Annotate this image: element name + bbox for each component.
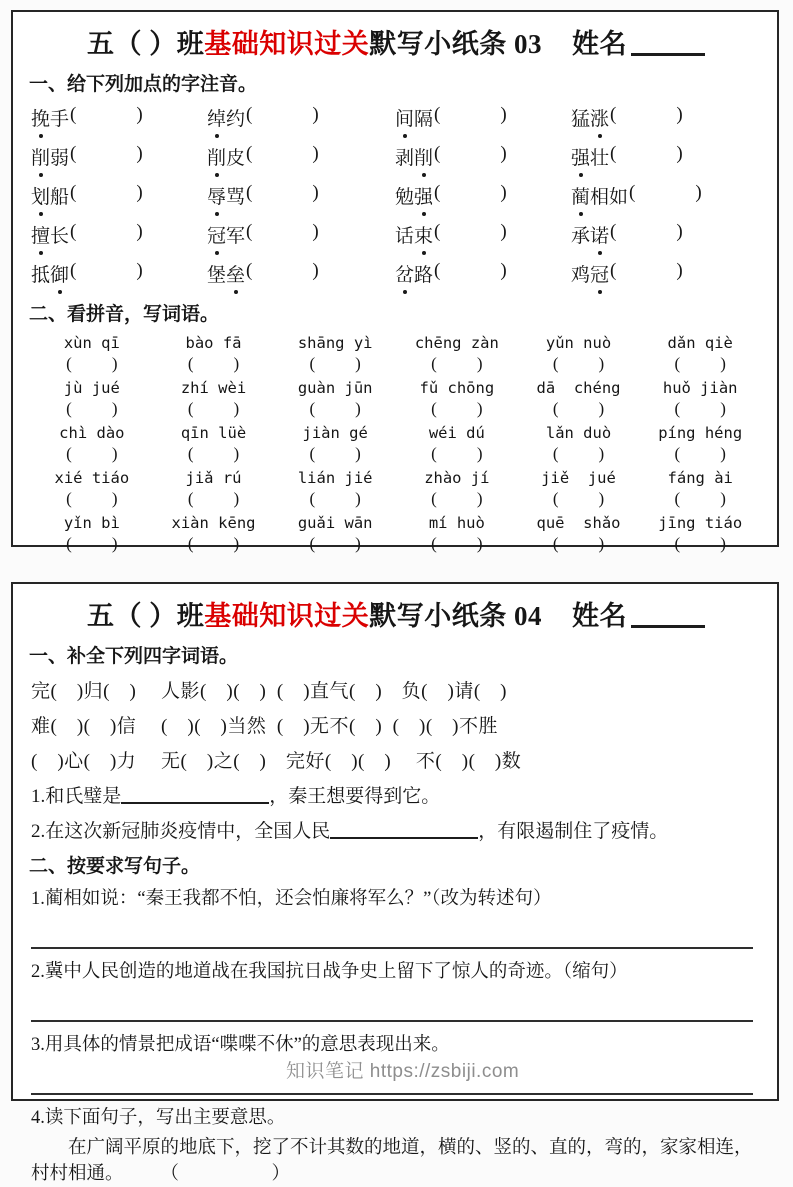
- word-text: [31, 104, 69, 131]
- char: 船: [50, 187, 70, 208]
- word-text: [31, 221, 69, 248]
- pinyin-answer-bracket[interactable]: ( ): [70, 143, 143, 164]
- pinyin-pair: [31, 514, 761, 554]
- pinyin-answer-bracket[interactable]: ( ): [246, 104, 319, 125]
- section1-heading: 一、给下列加点的字注音。: [29, 74, 258, 95]
- dotted-char: 束: [414, 221, 433, 248]
- dotted-char: 擅: [31, 221, 50, 248]
- char: 话: [395, 226, 415, 247]
- word-answer-bracket[interactable]: ( ): [431, 444, 483, 463]
- word-answer-bracket[interactable]: ( ): [431, 534, 483, 553]
- pinyin-row: [31, 334, 761, 352]
- word-answer-bracket[interactable]: ( ): [309, 534, 361, 553]
- word-text: [31, 143, 69, 170]
- char: 弱: [50, 148, 70, 169]
- char: 长: [50, 226, 70, 247]
- pinyin-row: [31, 514, 761, 532]
- word-answer-bracket[interactable]: ( ): [187, 399, 240, 418]
- word-answer-bracket[interactable]: ( ): [187, 534, 240, 553]
- pinyin-answer-bracket[interactable]: ( ): [434, 104, 507, 125]
- pinyin-label: fáng ài: [667, 469, 733, 487]
- pinyin-label: píng héng: [658, 424, 743, 442]
- dotted-char: 强: [414, 182, 433, 209]
- char: 军: [226, 226, 246, 247]
- pinyin-label: lián jié: [297, 469, 373, 487]
- section1-heading: 一、补全下列四字词语。: [29, 646, 239, 667]
- pinyin-label: zhào jí: [424, 469, 490, 487]
- word-text: [31, 182, 69, 209]
- fill-blank[interactable]: [330, 837, 478, 839]
- pinyin-label: bào fā: [185, 334, 242, 352]
- annotate-word-item: [31, 104, 207, 131]
- idiom-completion-line: ( )心( )力 无( )之( ) 完好( )( ) 不( )( )数: [31, 751, 522, 772]
- word-text: [395, 182, 433, 209]
- idiom-completion-line: 完( )归( ) 人影( )( ) ( )直气( ) 负( )请( ): [31, 681, 507, 702]
- pinyin-label: jīng tiáo: [658, 514, 743, 532]
- word-answer-bracket[interactable]: ( ): [552, 489, 605, 508]
- word-answer-bracket[interactable]: ( ): [674, 399, 726, 418]
- fill-pre: 2.在这次新冠肺炎疫情中，全国人民: [31, 821, 331, 842]
- title-rest: 默写小纸条 04: [369, 601, 542, 631]
- annotate-word-item: [571, 182, 761, 209]
- title-class-prefix: 五（ ）班: [87, 29, 205, 59]
- pinyin-label: wéi dú: [428, 424, 485, 442]
- pinyin-pair: [31, 334, 761, 374]
- bracket-row: [31, 354, 761, 374]
- pinyin-pair: [31, 424, 761, 464]
- word-answer-bracket[interactable]: ( ): [309, 354, 361, 373]
- bracket-row: [31, 489, 761, 509]
- word-text: [395, 143, 433, 170]
- annotate-word-item: [207, 221, 395, 248]
- pinyin-label: fǔ chōng: [419, 379, 495, 397]
- dotted-char: 岔: [395, 260, 414, 287]
- title-highlight: 基础知识过关: [204, 29, 370, 59]
- pinyin-label: chēng zàn: [414, 334, 499, 352]
- pinyin-row: [31, 379, 761, 397]
- dotted-char: 御: [50, 260, 69, 287]
- annotate-word-item: [571, 143, 761, 170]
- annotate-word-item: [207, 143, 395, 170]
- fill-post: ，有限遏制住了疫情。: [478, 821, 669, 842]
- word-row: [31, 260, 761, 287]
- name-label: 姓名: [572, 601, 627, 631]
- char: 壮: [590, 148, 610, 169]
- pinyin-label: zhí wèi: [180, 379, 247, 397]
- pinyin-label: lǎn duò: [545, 424, 612, 442]
- word-answer-bracket[interactable]: ( ): [674, 354, 726, 373]
- dotted-char: 削: [414, 143, 433, 170]
- char: 如: [609, 187, 629, 208]
- dotted-char: 冠: [590, 260, 609, 287]
- fill-pre: 1.和氏璧是: [31, 786, 122, 807]
- worksheet-sheet-03: [11, 10, 779, 553]
- pinyin-label: guàn jūn: [297, 379, 373, 397]
- word-row: [31, 221, 761, 248]
- char: 皮: [226, 148, 246, 169]
- dotted-char: 挽: [31, 104, 50, 131]
- char: 承: [571, 226, 591, 247]
- word-text: [571, 182, 628, 209]
- word-text: [571, 143, 609, 170]
- word-answer-bracket[interactable]: ( ): [187, 354, 240, 373]
- annotate-word-item: [395, 182, 571, 209]
- pinyin-label: chì dào: [59, 424, 125, 442]
- word-answer-bracket[interactable]: ( ): [552, 354, 605, 373]
- dotted-char: 垒: [226, 260, 245, 287]
- pinyin-label: xùn qī: [63, 334, 120, 352]
- pinyin-label: huǒ jiàn: [662, 379, 738, 397]
- annotate-word-item: [571, 104, 761, 131]
- fill-sentence: [31, 816, 761, 843]
- bracket-row: [31, 444, 761, 464]
- dotted-char: 削: [207, 143, 226, 170]
- pinyin-answer-bracket[interactable]: ( ): [610, 143, 683, 164]
- word-answer-bracket[interactable]: ( ): [66, 534, 118, 553]
- word-answer-bracket[interactable]: ( ): [431, 489, 483, 508]
- annotate-word-item: [395, 260, 571, 287]
- pinyin-label: yǐn bì: [63, 514, 120, 532]
- char: 手: [50, 109, 70, 130]
- pinyin-answer-bracket[interactable]: ( ): [246, 143, 319, 164]
- annotate-word-item: [571, 221, 761, 248]
- title-class-prefix: 五（ ）班: [87, 601, 205, 631]
- annotate-word-item: [207, 182, 395, 209]
- word-text: [395, 260, 433, 287]
- dotted-char: 削: [31, 143, 50, 170]
- annotate-words-grid: [31, 104, 761, 287]
- name-blank[interactable]: [631, 53, 705, 56]
- annotate-word-item: [395, 143, 571, 170]
- word-text: [395, 221, 433, 248]
- pinyin-label: yǔn nuò: [545, 334, 612, 352]
- idiom-completion-line: 难( )( )信 ( )( )当然 ( )无不( ) ( )( )不胜: [31, 716, 498, 737]
- dotted-char: 冠: [207, 221, 226, 248]
- char: 抵: [31, 265, 51, 286]
- char: 堡: [207, 265, 227, 286]
- word-answer-bracket[interactable]: ( ): [552, 444, 605, 463]
- sheet-04-title: [31, 594, 761, 633]
- pinyin-label: mí huò: [428, 514, 485, 532]
- pinyin-answer-bracket[interactable]: ( ): [70, 104, 143, 125]
- dotted-char: 划: [31, 182, 50, 209]
- pinyin-answer-bracket[interactable]: ( ): [70, 260, 143, 281]
- worksheet-sheet-04: [11, 582, 779, 1184]
- pinyin-answer-bracket[interactable]: ( ): [246, 260, 319, 281]
- pinyin-pair: [31, 379, 761, 419]
- word-answer-bracket[interactable]: ( ): [674, 489, 726, 508]
- word-answer-bracket[interactable]: ( ): [674, 444, 726, 463]
- bracket-row: [31, 399, 761, 419]
- pinyin-label: dā chéng: [536, 379, 621, 397]
- word-answer-bracket[interactable]: ( ): [552, 534, 605, 553]
- annotate-word-item: [395, 221, 571, 248]
- dotted-char: 蔺: [571, 182, 590, 209]
- question-text: 1.蔺相如说：“秦王我都不怕，还会怕廉将军么？”（改为转述句）: [31, 889, 552, 909]
- annotate-word-item: [207, 104, 395, 131]
- word-text: [207, 143, 245, 170]
- annotate-word-item: [31, 260, 207, 287]
- word-text: [31, 260, 69, 287]
- word-row: [31, 104, 761, 131]
- char: 路: [414, 265, 434, 286]
- char: 相: [590, 187, 610, 208]
- pinyin-answer-bracket[interactable]: ( ): [246, 221, 319, 242]
- pinyin-answer-bracket[interactable]: ( ): [610, 260, 683, 281]
- name-label: 姓名: [572, 29, 627, 59]
- annotate-word-item: [31, 182, 207, 209]
- pinyin-label: guǎi wān: [297, 514, 373, 532]
- question-text: 2.冀中人民创造的地道战在我国抗日战争史上留下了惊人的奇迹。（缩句）: [31, 962, 628, 982]
- section2-heading: 二、看拼音，写词语。: [29, 304, 220, 325]
- word-answer-bracket[interactable]: ( ): [187, 444, 240, 463]
- bracket-row: [31, 534, 761, 554]
- word-text: [571, 260, 609, 287]
- annotate-word-item: [395, 104, 571, 131]
- pinyin-answer-bracket[interactable]: ( ): [70, 221, 143, 242]
- char: 勉: [395, 187, 415, 208]
- char: 隔: [414, 109, 434, 130]
- pinyin-answer-bracket[interactable]: ( ): [610, 104, 683, 125]
- pinyin-answer-bracket[interactable]: ( ): [70, 182, 143, 203]
- title-highlight: 基础知识过关: [204, 601, 370, 631]
- annotate-word-item: [207, 260, 395, 287]
- word-answer-bracket[interactable]: ( ): [309, 489, 361, 508]
- fill-post: ，秦王想要得到它。: [269, 786, 441, 807]
- question-text: 3.用具体的情景把成语“喋喋不休”的意思表现出来。: [31, 1035, 450, 1055]
- dotted-char: 强: [571, 143, 590, 170]
- dotted-char: 辱: [207, 182, 226, 209]
- pinyin-answer-bracket[interactable]: ( ): [246, 182, 319, 203]
- pinyin-answer-bracket[interactable]: ( ): [434, 143, 507, 164]
- char: 剥: [395, 148, 415, 169]
- pinyin-label: jiě jué: [541, 469, 616, 487]
- word-answer-bracket[interactable]: ( ): [66, 444, 118, 463]
- word-text: [207, 104, 245, 131]
- fill-sentence: [31, 781, 761, 808]
- pinyin-row: [31, 424, 761, 442]
- word-row: [31, 182, 761, 209]
- sheet-03-title: [31, 22, 761, 61]
- word-answer-bracket[interactable]: ( ): [66, 399, 118, 418]
- annotate-word-item: [31, 221, 207, 248]
- pinyin-label: xiàn kēng: [171, 514, 256, 532]
- word-answer-bracket[interactable]: ( ): [552, 399, 605, 418]
- pinyin-answer-bracket[interactable]: ( ): [434, 182, 507, 203]
- dotted-char: 涨: [590, 104, 609, 131]
- sentence-tasks: [31, 886, 761, 1187]
- word-answer-bracket[interactable]: ( ): [66, 489, 118, 508]
- name-blank[interactable]: [631, 625, 705, 628]
- word-text: [571, 221, 609, 248]
- word-answer-bracket[interactable]: ( ): [66, 354, 118, 373]
- title-rest: 默写小纸条 03: [369, 29, 542, 59]
- question-text: 4.读下面句子，写出主要意思。: [31, 1108, 286, 1128]
- pinyin-label: jiǎ rú: [185, 469, 242, 487]
- word-answer-bracket[interactable]: ( ): [309, 399, 361, 418]
- pinyin-label: shāng yì: [297, 334, 373, 352]
- answer-line[interactable]: [31, 989, 753, 1022]
- dotted-char: 绰: [207, 104, 226, 131]
- watermark-text: 知识笔记 https://zsbiji.com: [286, 1061, 520, 1082]
- word-answer-bracket[interactable]: ( ): [309, 444, 361, 463]
- word-text: [395, 104, 433, 131]
- word-row: [31, 143, 761, 170]
- char: 鸡: [571, 265, 591, 286]
- word-answer-bracket[interactable]: ( ): [187, 489, 240, 508]
- pinyin-write-grid: [31, 334, 761, 554]
- word-answer-bracket[interactable]: ( ): [674, 534, 726, 553]
- annotate-word-item: [571, 260, 761, 287]
- fill-blank[interactable]: [121, 802, 269, 804]
- pinyin-answer-bracket[interactable]: ( ): [434, 260, 507, 281]
- pinyin-answer-bracket[interactable]: ( ): [434, 221, 507, 242]
- pinyin-answer-bracket[interactable]: ( ): [610, 221, 683, 242]
- question-text: 在广阔平原的地底下，挖了不计其数的地道，横的、竖的、直的，弯的，家家相连，村村相通。 （ ）: [31, 1138, 753, 1184]
- pinyin-label: xié tiáo: [54, 469, 130, 487]
- word-text: [207, 221, 245, 248]
- section2-heading: 二、按要求写句子。: [29, 856, 201, 877]
- pinyin-label: dǎn qiè: [667, 334, 733, 352]
- char: 约: [226, 109, 246, 130]
- pinyin-label: jù jué: [63, 379, 120, 397]
- word-text: [207, 260, 245, 287]
- char: 骂: [226, 187, 246, 208]
- dotted-char: 间: [395, 104, 414, 131]
- pinyin-label: jiàn gé: [302, 424, 368, 442]
- answer-line[interactable]: [31, 916, 753, 949]
- char: 猛: [571, 109, 591, 130]
- pinyin-label: qīn lüè: [180, 424, 247, 442]
- word-answer-bracket[interactable]: ( ): [431, 399, 483, 418]
- word-text: [207, 182, 245, 209]
- pinyin-pair: [31, 469, 761, 509]
- word-answer-bracket[interactable]: ( ): [431, 354, 483, 373]
- pinyin-row: [31, 469, 761, 487]
- pinyin-answer-bracket[interactable]: ( ): [629, 182, 702, 203]
- annotate-word-item: [31, 143, 207, 170]
- pinyin-label: quē shǎo: [536, 514, 621, 532]
- dotted-char: 诺: [590, 221, 609, 248]
- word-text: [571, 104, 609, 131]
